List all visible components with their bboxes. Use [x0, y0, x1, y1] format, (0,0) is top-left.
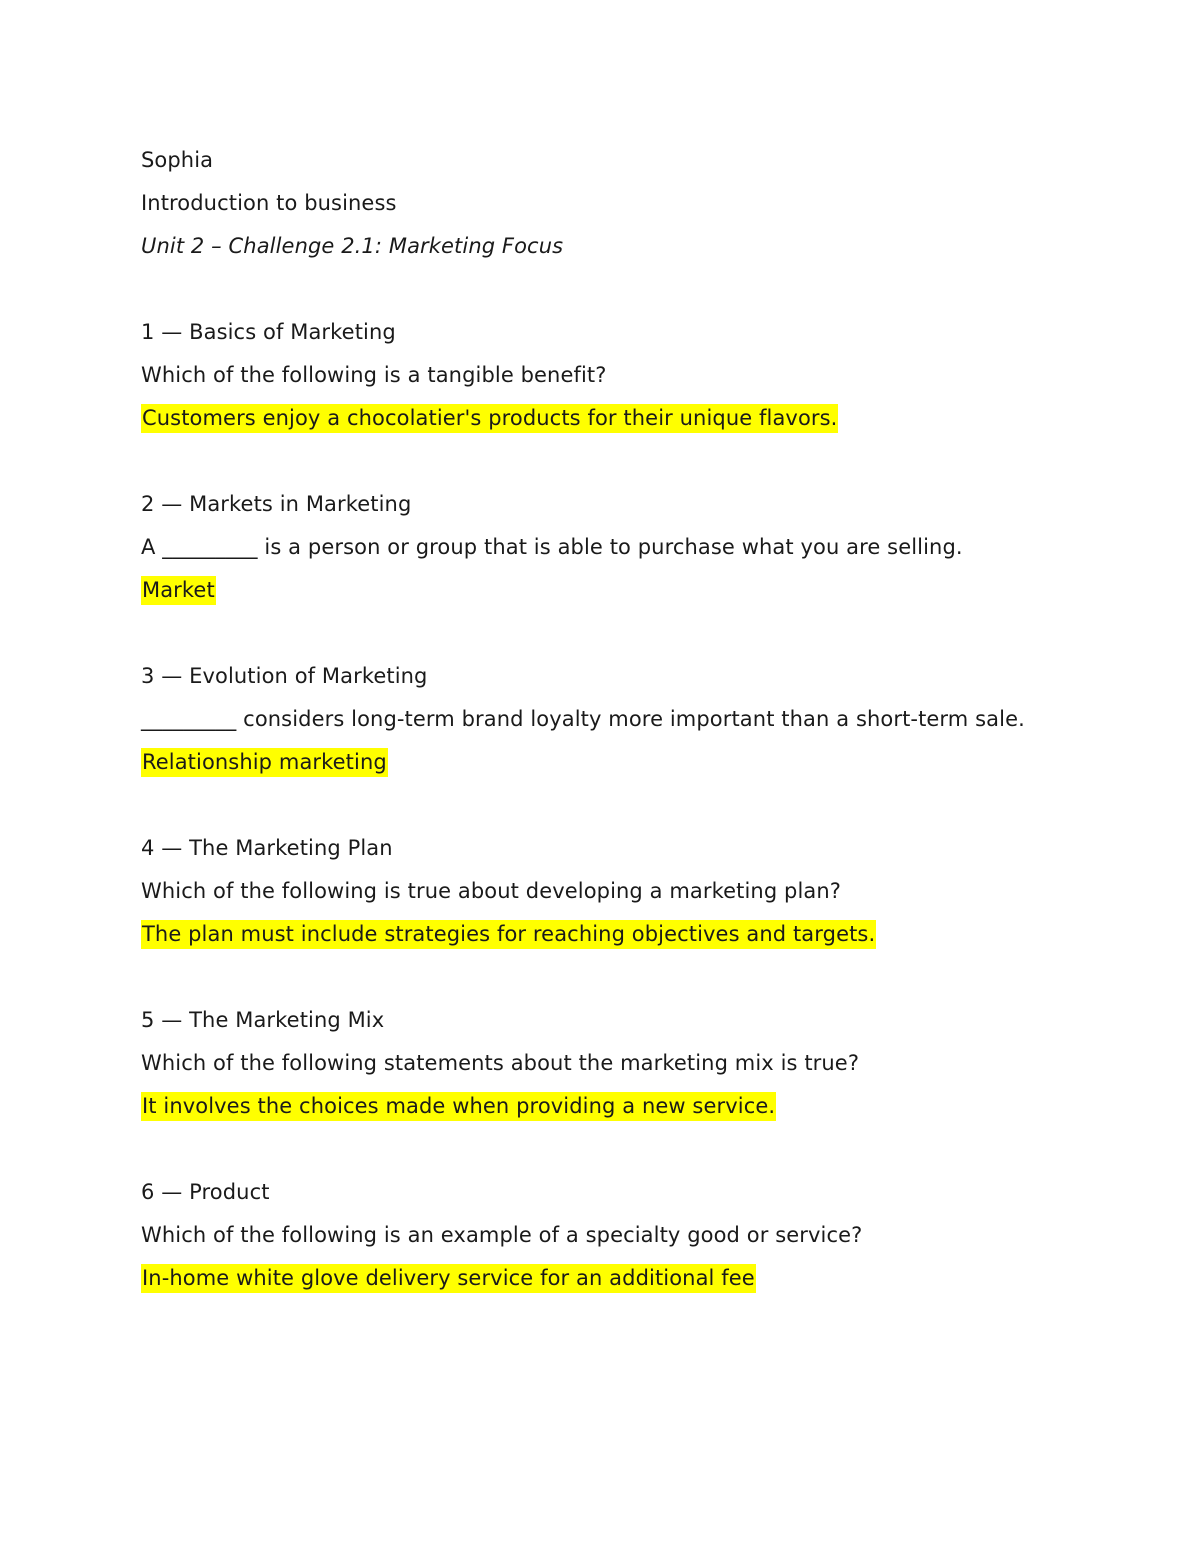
highlighted-answer: In-home white glove delivery service for an additional fee — [141, 1264, 756, 1293]
question-heading: 5 — The Marketing Mix — [141, 1008, 385, 1032]
question-block-2 — [141, 483, 1101, 655]
question-heading: 2 — Markets in Marketing — [141, 492, 412, 516]
question-block-4 — [141, 827, 1101, 999]
question-heading: 6 — Product — [141, 1180, 270, 1204]
question-text: Which of the following is true about developing a marketing plan? — [141, 879, 842, 903]
question-text: Which of the following is an example of a specialty good or service? — [141, 1223, 863, 1247]
spacer — [141, 784, 1101, 827]
spacer — [141, 268, 1101, 311]
highlighted-answer: Customers enjoy a chocolatier's products for their unique flavors. — [141, 404, 838, 433]
student-name: Sophia — [141, 148, 214, 172]
question-heading: 3 — Evolution of Marketing — [141, 664, 428, 688]
question-text: Which of the following is a tangible benefit? — [141, 363, 607, 387]
highlighted-answer: Relationship marketing — [141, 748, 388, 777]
course-title: Introduction to business — [141, 191, 397, 215]
question-block-3 — [141, 655, 1101, 827]
spacer — [141, 612, 1101, 655]
spacer — [141, 440, 1101, 483]
assignment-title: Unit 2 – Challenge 2.1: Marketing Focus — [141, 234, 564, 258]
spacer — [141, 1128, 1101, 1171]
highlighted-answer: Market — [141, 576, 216, 605]
question-text: A _________ is a person or group that is able to purchase what you are selling. — [141, 535, 963, 559]
highlighted-answer: It involves the choices made when providing a new service. — [141, 1092, 776, 1121]
question-text: Which of the following statements about the marketing mix is true? — [141, 1051, 860, 1075]
spacer — [141, 956, 1101, 999]
question-block-5 — [141, 999, 1101, 1171]
question-heading: 4 — The Marketing Plan — [141, 836, 393, 860]
highlighted-answer: The plan must include strategies for reaching objectives and targets. — [141, 920, 876, 949]
question-block-1 — [141, 311, 1101, 483]
question-block-6 — [141, 1171, 1101, 1300]
question-heading: 1 — Basics of Marketing — [141, 320, 396, 344]
document-page — [141, 139, 1101, 1300]
question-text: _________ considers long-term brand loyalty more important than a short-term sale. — [141, 707, 1025, 731]
